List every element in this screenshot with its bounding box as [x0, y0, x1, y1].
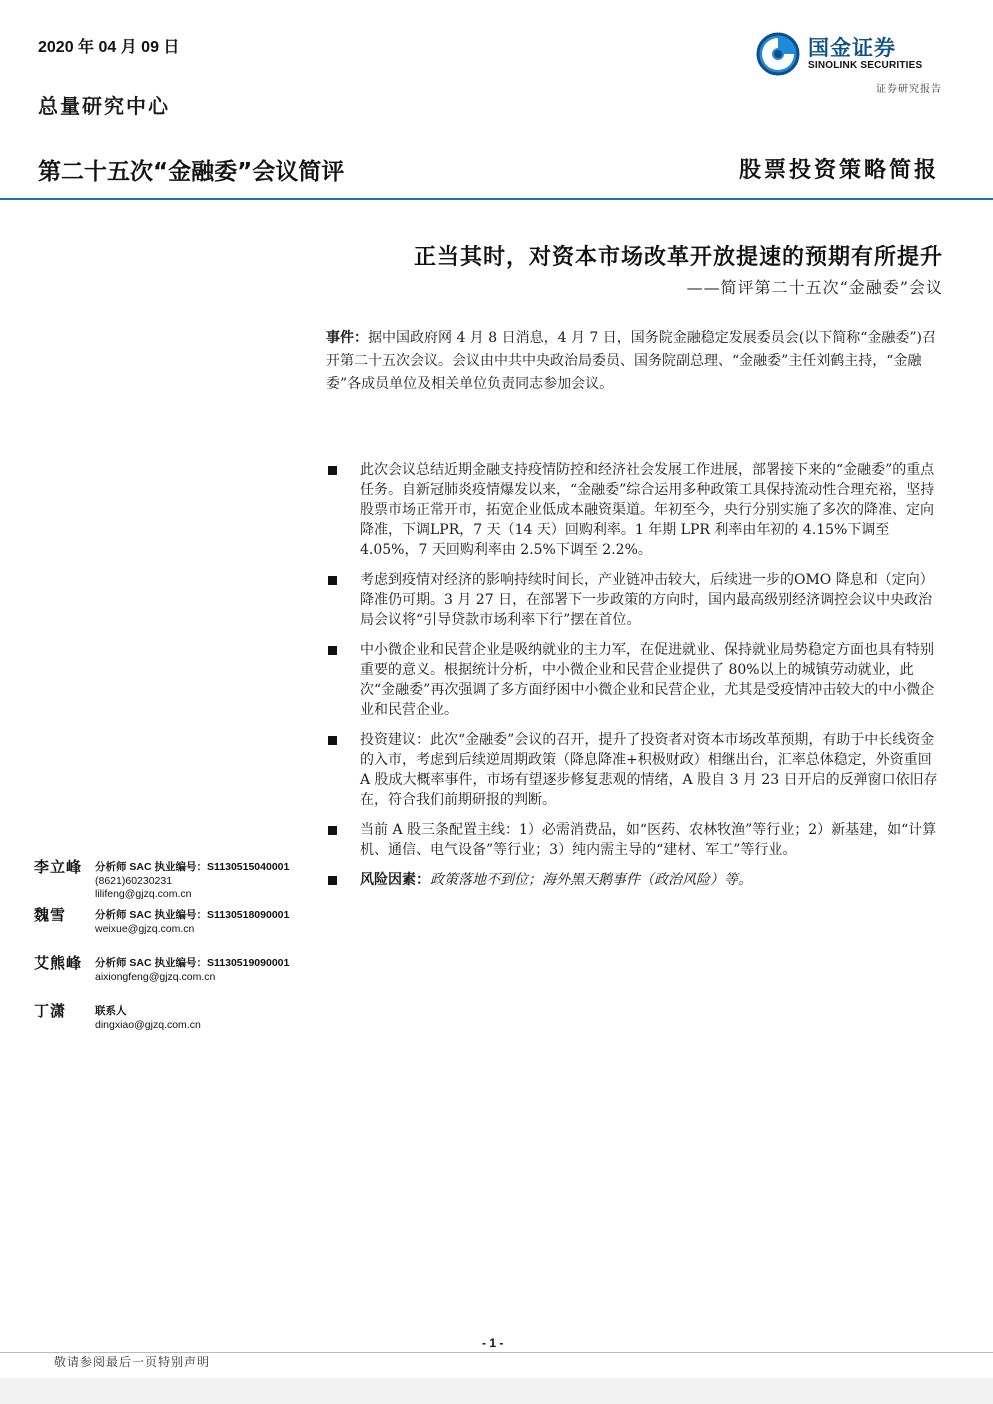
analyst-info [95, 909, 289, 936]
event-text: 据中国政府网 4 月 8 日消息，4 月 7 日，国务院金融稳定发展委员会(以下简称“金融委”)召开第二十五次会议。会议由中共中央政治局委员、国务院副总理、“金融委”主任刘鹤主持，“金融委”各成员单位及相关单位负责同志参加会议。 [326, 330, 937, 392]
list-item [326, 640, 944, 720]
bullet-square-icon [328, 876, 337, 885]
analyst-info [95, 861, 289, 902]
page-number: - 1 - [482, 1336, 504, 1350]
analyst-info [95, 1005, 201, 1032]
bullet-text: 此次会议总结近期金融支持疫情防控和经济社会发展工作进展，部署接下来的“金融委”的重点任务。自新冠肺炎疫情爆发以来，“金融委”综合运用多种政策工具保持流动性合理充裕，坚持股票市场正常开市，拓宽企业低成本融资渠道。年初至今，央行分别实施了多次的降准、定向降准，下调LPR，7 天（14 天）回购利率。1 年期 LPR 利率由年初的 4.15%下调至4.05%，7 天回购利率由 2.5%下调至 2.2%。 [360, 462, 935, 558]
analyst-role: 分析师 SAC 执业编号：S1130519090001 [95, 957, 290, 969]
list-item [326, 460, 944, 560]
report-title: 第二十五次“金融委”会议简评 [38, 159, 345, 185]
analyst-email[interactable]: weixue@gjzq.com.cn [95, 922, 195, 935]
analyst-email[interactable]: lilifeng@gjzq.com.cn [95, 888, 192, 900]
logo-subtitle: 证券研究报告 [876, 84, 942, 95]
key-points-list [326, 460, 944, 900]
event-paragraph [326, 327, 944, 396]
report-type: 股票投资策略简报 [738, 157, 939, 183]
bullet-square-icon [328, 466, 337, 475]
analyst-name: 丁潇 [34, 1002, 67, 1020]
bullet-square-icon [328, 736, 337, 745]
company-logo [756, 30, 946, 80]
list-item [326, 730, 944, 810]
analyst-name: 艾熊峰 [34, 954, 83, 972]
footer-disclaimer: 敬请参阅最后一页特别声明 [54, 1355, 211, 1369]
bullet-square-icon [328, 826, 337, 835]
analyst-role: 分析师 SAC 执业编号：S1130518090001 [95, 909, 290, 921]
report-date: 2020 年 04 月 09 日 [38, 39, 180, 56]
logo-mark-icon [756, 32, 800, 76]
list-item [326, 570, 944, 630]
analyst-card [34, 1000, 314, 1046]
logo-name-cn: 国金证券 [808, 36, 896, 60]
analyst-role: 分析师 SAC 执业编号：S1130515040001 [95, 861, 290, 873]
bullet-text: 投资建议：此次“金融委”会议的召开，提升了投资者对资本市场改革预期，有助于中长线资金的入市，考虑到后续逆周期政策（降息降准+积极财政）相继出台，汇率总体稳定，外资重回 A 股成大概率事件，市场有望逐步修复悲观的情绪，A 股自 3 月 23 日开启的反弹窗口依旧存在，符合我们前期研报的判断。 [360, 732, 938, 808]
analyst-email[interactable]: aixiongfeng@gjzq.com.cn [95, 970, 216, 983]
analyst-phone: (8621)60230231 [95, 874, 173, 887]
department-name: 总量研究中心 [38, 94, 170, 118]
analyst-name: 魏雪 [34, 906, 67, 924]
headline: 正当其时，对资本市场改革开放提速的预期有所提升 [413, 244, 943, 270]
event-label: 事件： [326, 330, 368, 346]
analyst-name: 李立峰 [34, 858, 83, 876]
header-divider [0, 198, 993, 200]
bullet-square-icon [328, 646, 337, 655]
bullet-text: 中小微企业和民营企业是吸纳就业的主力军，在促进就业、保持就业局势稳定方面也具有特别重要的意义。根据统计分析，中小微企业和民营企业提供了 80%以上的城镇劳动就业，此次“金融委”再次强调了多方面纾困中小微企业和民营企业，尤其是受疫情冲击较大的中小微企业和民营企业。 [360, 642, 935, 718]
analyst-email[interactable]: dingxiao@gjzq.com.cn [95, 1018, 201, 1031]
analyst-card [34, 952, 314, 998]
list-item [326, 820, 944, 860]
risk-text: 政策落地不到位；海外黑天鹅事件（政治风险）等。 [430, 872, 752, 888]
analyst-card [34, 856, 314, 902]
logo-name-en: SINOLINK SECURITIES [808, 60, 923, 71]
analyst-info [95, 957, 289, 984]
risk-item [326, 870, 944, 890]
bullet-text: 考虑到疫情对经济的影响持续时间长，产业链冲击较大，后续进一步的OMO 降息和（定向）降准仍可期。3 月 27 日，在部署下一步政策的方向时，国内最高级别经济调控会议中央政治局会议将“引导贷款市场利率下行”摆在首位。 [360, 572, 934, 628]
analyst-card [34, 904, 314, 950]
analyst-list [34, 856, 314, 1048]
bullet-square-icon [328, 576, 337, 585]
subheadline: ——简评第二十五次“金融委”会议 [686, 278, 943, 297]
analyst-role: 联系人 [95, 1005, 127, 1017]
page-bottom-band [0, 1378, 993, 1404]
risk-label: 风险因素： [360, 872, 430, 888]
bullet-text: 当前 A 股三条配置主线：1）必需消费品，如“医药、农林牧渔”等行业；2）新基建，如“计算机、通信、电气设备”等行业；3）纯内需主导的“建材、军工”等行业。 [360, 822, 937, 858]
